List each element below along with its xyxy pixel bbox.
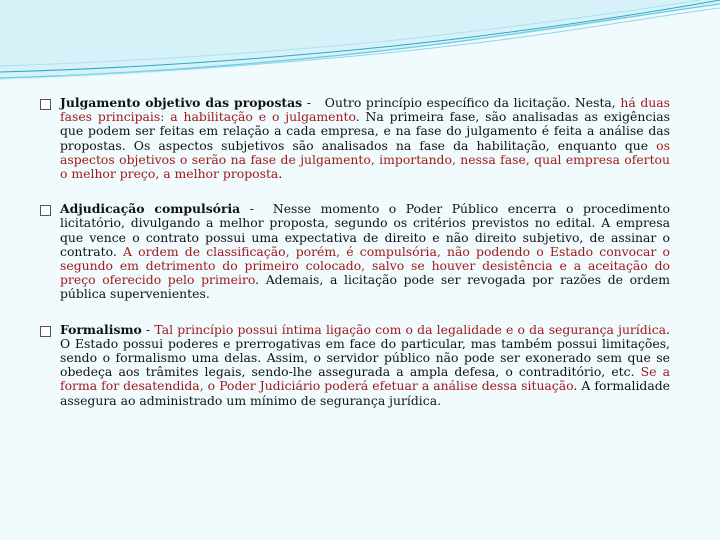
text-segment: . Na primeira fase, são analisadas as exigências que podem ser feitas em relação a cada empresa, e na fase do julgamento é feita a análise das propostas. Os aspectos subjetivos são analisados na fase da habilitação, enquanto que (60, 109, 671, 153)
text-segment: . Ademais, a licitação pode ser revogada por razões de ordem pública supervenientes. (60, 272, 670, 302)
paragraph-julgamento (60, 96, 670, 181)
text-segment: Outro princípio específico da licitação. Nesta, (324, 95, 621, 110)
item-title: Formalismo (60, 321, 142, 337)
square-bullet-icon (40, 326, 51, 337)
paragraph-adjudicacao (60, 202, 670, 301)
text-segment: . O Estado possui poderes e prerrogativas em face do particular, mas também possui limitações, sendo o formalismo uma delas. Assim, o servidor público não pode ser exonerado sem que se obedeça aos trâmites legais, sendo-lhe assegurada a ampla defesa, o contraditório, etc. (60, 321, 670, 380)
text-segment: Nesse momento o Poder Público encerra o procedimento licitatório, divulgando a melhor proposta, segundo os critérios previstos no edital. A empresa que vence o contrato possui uma expectativa de direito e não direito subjetivo, de assinar o contrato. (60, 201, 670, 259)
content-area (40, 96, 670, 429)
paragraph-formalismo (60, 323, 670, 408)
list-item (40, 202, 670, 301)
list-item (40, 96, 670, 181)
square-bullet-icon (40, 205, 51, 216)
item-title: Julgamento objetivo das propostas (60, 95, 303, 110)
square-bullet-icon (40, 99, 51, 110)
highlighted-text: Tal princípio possui íntima ligação com o da legalidade e o da segurança jurídica (154, 321, 667, 337)
highlighted-text: Se a forma for desatendida, o Poder Judiciário poderá efetuar a análise dessa situação (60, 364, 670, 394)
highlighted-text: os aspectos objetivos o serão na fase de julgamento, importando, nessa fase, qual empresa ofertou o melhor preço, a melhor proposta (60, 137, 670, 182)
list-item (40, 323, 670, 408)
item-title: Adjudicação compulsória (60, 201, 241, 217)
highlighted-text: A ordem de classificação, porém, é compulsória, não podendo o Estado convocar o segundo em detrimento do primeiro colocado, salvo se houver desistência e a aceitação do preço oferecido pelo primeiro (60, 243, 670, 288)
title-separator: - (240, 201, 273, 217)
text-segment: . A formalidade assegura ao administrado um mínimo de segurança jurídica. (60, 378, 670, 408)
title-separator: - (302, 95, 325, 110)
text-segment: . (278, 166, 283, 182)
title-separator: - (141, 321, 155, 337)
header-wave-decoration (0, 0, 720, 90)
highlighted-text: há duas fases principais: a habilitação e o julgamento (60, 95, 670, 125)
